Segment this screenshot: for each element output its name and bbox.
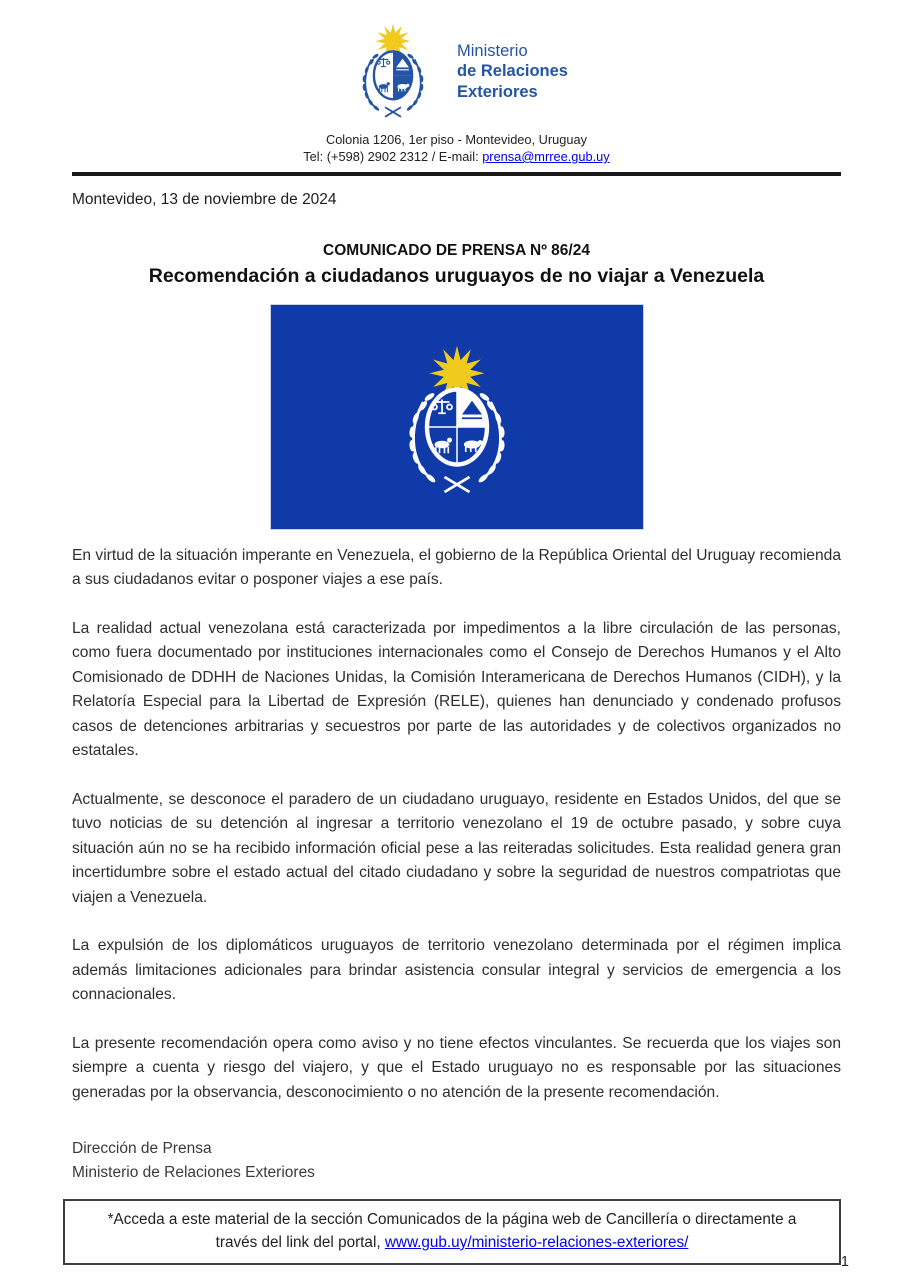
signature-line2: Ministerio de Relaciones Exteriores [72,1164,315,1181]
ministry-name [457,41,568,103]
body-paragraph: En virtud de la situación imperante en Venezuela, el gobierno de la República Oriental del Uruguay recomienda a sus ciudadanos evitar o posponer viajes a ese país. [72,546,841,588]
letterhead [72,18,841,176]
signature-block [72,1137,841,1185]
ministry-name-line2: de Relaciones [457,62,568,81]
header-divider [72,172,841,176]
page-title: Recomendación a ciudadanos uruguayos de no viajar a Venezuela [148,264,765,287]
body-paragraph: Actualmente, se desconoce el paradero de un ciudadano uruguayo, residente en Estados Unidos, del que se tuvo noticias de su detención al ingresar a territorio venezolano el 19 de octubre pasado, y sobre cuya situación aún no se ha recibido información oficial pese a las reiteradas solicitudes. Esta realidad genera gran incertidumbre sobre el estado actual del citado ciudadano y sobre la seguridad de nuestros compatriotas que viajen a Venezuela. [72,790,841,906]
body-paragraph: La expulsión de los diplomáticos uruguayos de territorio venezolano determinada por el régimen implica además limitaciones adicionales para brindar asistencia consular integral y servicios de emergencia a los connacionales. [72,937,841,1003]
portal-link[interactable]: www.gub.uy/ministerio-relaciones-exteriores/ [384,1234,689,1251]
phone-text: Tel: (+598) 2902 2312 / E-mail: [303,149,483,164]
body-paragraph: La presente recomendación opera como aviso y no tiene efectos vinculantes. Se recuerda que los viajes son siempre a cuenta y riesgo del viajero, y que el Estado uruguayo no es responsable por las situaciones generadas por la observancia, desconocimiento o no atención de la presente recomendación. [72,1034,841,1101]
uruguay-flag-image [270,304,644,530]
page-number: 1 [840,1254,849,1270]
ministry-logo-block [72,18,841,125]
uruguay-coat-of-arms-icon [345,18,441,125]
contact-line [72,148,841,165]
footnote-text: *Acceda a este material de la sección Comunicados de la página web de Cancillería o directamente a través del link del portal, [107,1211,797,1251]
body-copy [72,544,841,1106]
signature-line1: Dirección de Prensa [72,1140,212,1157]
address-line: Colonia 1206, 1er piso - Montevideo, Uruguay [325,132,588,147]
ministry-name-line3: Exteriores [457,82,538,101]
ministry-name-line1: Ministerio [457,41,528,60]
date-line: Montevideo, 13 de noviembre de 2024 [72,190,337,208]
footnote-box [63,1199,841,1265]
body-paragraph: La realidad actual venezolana está caracterizada por impedimentos a la libre circulación de las personas, como fuera documentado por instituciones internacionales como el Consejo de Derechos Humanos y el Alto Comisionado de DDHH de Naciones Unidas, la Comisión Interamericana de Derechos Humanos (CIDH), y la Relatoría Especial para la Libertad de Expresión (RELE), quienes han denunciado y condenado profusos casos de detenciones arbitrarias y secuestros por parte de las autoridades y de colectivos organizados no estatales. [72,619,841,759]
email-link[interactable]: prensa@mrree.gub.uy [482,149,610,164]
press-release-number: COMUNICADO DE PRENSA Nº 86/24 [323,241,590,259]
